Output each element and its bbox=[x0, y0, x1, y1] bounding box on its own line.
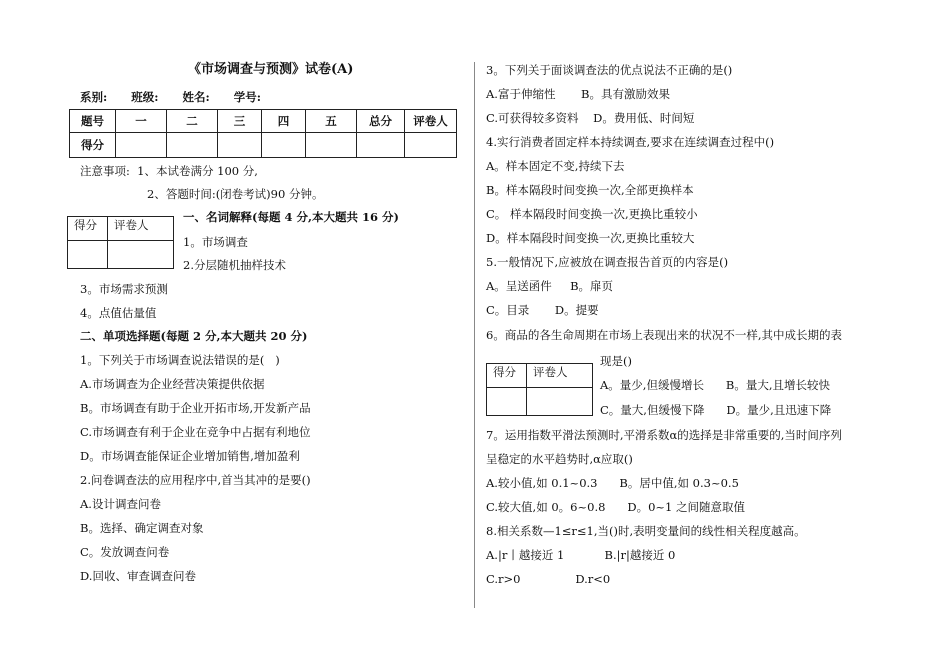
column-divider bbox=[474, 62, 475, 608]
student-info-line: 系别: 班级: 姓名: 学号: bbox=[80, 90, 262, 104]
score-header-cell: 题号 bbox=[70, 110, 116, 133]
option-line: C.r>0 D.r<0 bbox=[486, 572, 611, 586]
section2-heading: 二、单项选择题(每题 2 分,本大题共 20 分) bbox=[80, 329, 308, 343]
notes-line-1: 注意事项: 1、本试卷满分 100 分, bbox=[80, 164, 258, 178]
score-input-cell[interactable] bbox=[306, 133, 357, 158]
option-line: A.设计调查问卷 bbox=[80, 497, 161, 511]
score-header-cell: 二 bbox=[167, 110, 218, 133]
section1-item: 1。市场调查 bbox=[183, 235, 248, 249]
option-line: D.回收、审查调查问卷 bbox=[80, 569, 196, 583]
option-line: C。目录 D。提要 bbox=[486, 303, 599, 317]
option-line: A.富于伸缩性 B。具有激励效果 bbox=[486, 87, 670, 101]
grader-box-grader-label: 评卷人 bbox=[108, 217, 174, 241]
grader-box-score-label: 得分 bbox=[68, 217, 108, 241]
option-line: B。选择、确定调查对象 bbox=[80, 521, 204, 535]
grader-box bbox=[67, 216, 174, 269]
notes-line-2: 2、答题时间:(闭卷考试)90 分钟。 bbox=[147, 187, 324, 201]
score-header-cell: 一 bbox=[116, 110, 167, 133]
option-line: C.可获得较多资料 D。费用低、时间短 bbox=[486, 111, 695, 125]
grader-box-grader-cell[interactable] bbox=[108, 241, 174, 269]
score-header-cell: 四 bbox=[262, 110, 306, 133]
score-table bbox=[69, 109, 457, 158]
question-line: 2.问卷调查法的应用程序中,首当其冲的是要() bbox=[80, 473, 311, 487]
grader-box-score-label: 得分 bbox=[487, 364, 527, 388]
section1-item: 2.分层随机抽样技术 bbox=[183, 258, 286, 272]
section1-item: 4。点值估量值 bbox=[80, 306, 157, 320]
option-line: C.较大值,如 0。6~0.8 D。0~1 之间随意取值 bbox=[486, 500, 745, 514]
score-input-cell[interactable] bbox=[405, 133, 457, 158]
score-input-cell[interactable] bbox=[116, 133, 167, 158]
question-line: 3。下列关于面谈调查法的优点说法不正确的是() bbox=[486, 63, 733, 77]
option-line: B。市场调查有助于企业开拓市场,开发新产品 bbox=[80, 401, 311, 415]
question-line: 4.实行消费者固定样本持续调查,要求在连续调查过程中() bbox=[486, 135, 775, 149]
option-line: D。市场调查能保证企业增加销售,增加盈利 bbox=[80, 449, 300, 463]
score-input-cell[interactable] bbox=[167, 133, 218, 158]
option-line: A。样本固定不变,持续下去 bbox=[486, 159, 625, 173]
score-header-cell: 总分 bbox=[357, 110, 405, 133]
option-line: C。发放调查问卷 bbox=[80, 545, 170, 559]
section1-item: 3。市场需求预测 bbox=[80, 282, 168, 296]
option-line: A。量少,但缓慢增长 B。量大,且增长较快 bbox=[600, 378, 830, 392]
question-line: 5.一般情况下,应被放在调查报告首页的内容是() bbox=[486, 255, 729, 269]
score-header-cell: 五 bbox=[306, 110, 357, 133]
grader-box-score-cell[interactable] bbox=[487, 388, 527, 416]
section1-heading: 一、名词解释(每题 4 分,本大题共 16 分) bbox=[183, 210, 399, 224]
score-row-label: 得分 bbox=[70, 133, 116, 158]
option-line: C.市场调查有利于企业在竞争中占据有利地位 bbox=[80, 425, 311, 439]
question-line: 现是() bbox=[600, 354, 632, 368]
option-line: A.|r丨越接近 1 B.|r|越接近 0 bbox=[486, 548, 676, 562]
option-line: A.较小值,如 0.1~0.3 B。居中值,如 0.3~0.5 bbox=[486, 476, 739, 490]
question-line: 7。运用指数平滑法预测时,平滑系数α的选择是非常重要的,当时间序列 bbox=[486, 428, 842, 442]
question-line: 呈稳定的水平趋势时,α应取() bbox=[486, 452, 633, 466]
grader-box-grader-cell[interactable] bbox=[527, 388, 593, 416]
question-line: 1。下列关于市场调查说法错误的是( ) bbox=[80, 353, 280, 367]
grader-box-score-cell[interactable] bbox=[68, 241, 108, 269]
score-input-cell[interactable] bbox=[262, 133, 306, 158]
option-line: A.市场调查为企业经营决策提供依据 bbox=[80, 377, 265, 391]
score-input-cell[interactable] bbox=[218, 133, 262, 158]
score-input-cell[interactable] bbox=[357, 133, 405, 158]
grader-box-right bbox=[486, 363, 593, 416]
option-line: C。 样本隔段时间变换一次,更换比重较小 bbox=[486, 207, 698, 221]
grader-box-grader-label: 评卷人 bbox=[527, 364, 593, 388]
question-line: 8.相关系数—1≤r≤1,当()时,表明变量间的线性相关程度越高。 bbox=[486, 524, 806, 538]
score-header-cell: 三 bbox=[218, 110, 262, 133]
option-line: C。量大,但缓慢下降 D。量少,且迅速下降 bbox=[600, 403, 832, 417]
score-header-cell: 评卷人 bbox=[405, 110, 457, 133]
option-line: B。样本隔段时间变换一次,全部更换样本 bbox=[486, 183, 694, 197]
option-line: A。呈送函件 B。扉页 bbox=[486, 279, 614, 293]
option-line: D。样本隔段时间变换一次,更换比重较大 bbox=[486, 231, 695, 245]
question-line: 6。商品的各生命周期在市场上表现出来的状况不一样,其中成长期的表 bbox=[486, 328, 842, 342]
exam-title: 《市场调查与预测》试卷(A) bbox=[188, 62, 354, 77]
